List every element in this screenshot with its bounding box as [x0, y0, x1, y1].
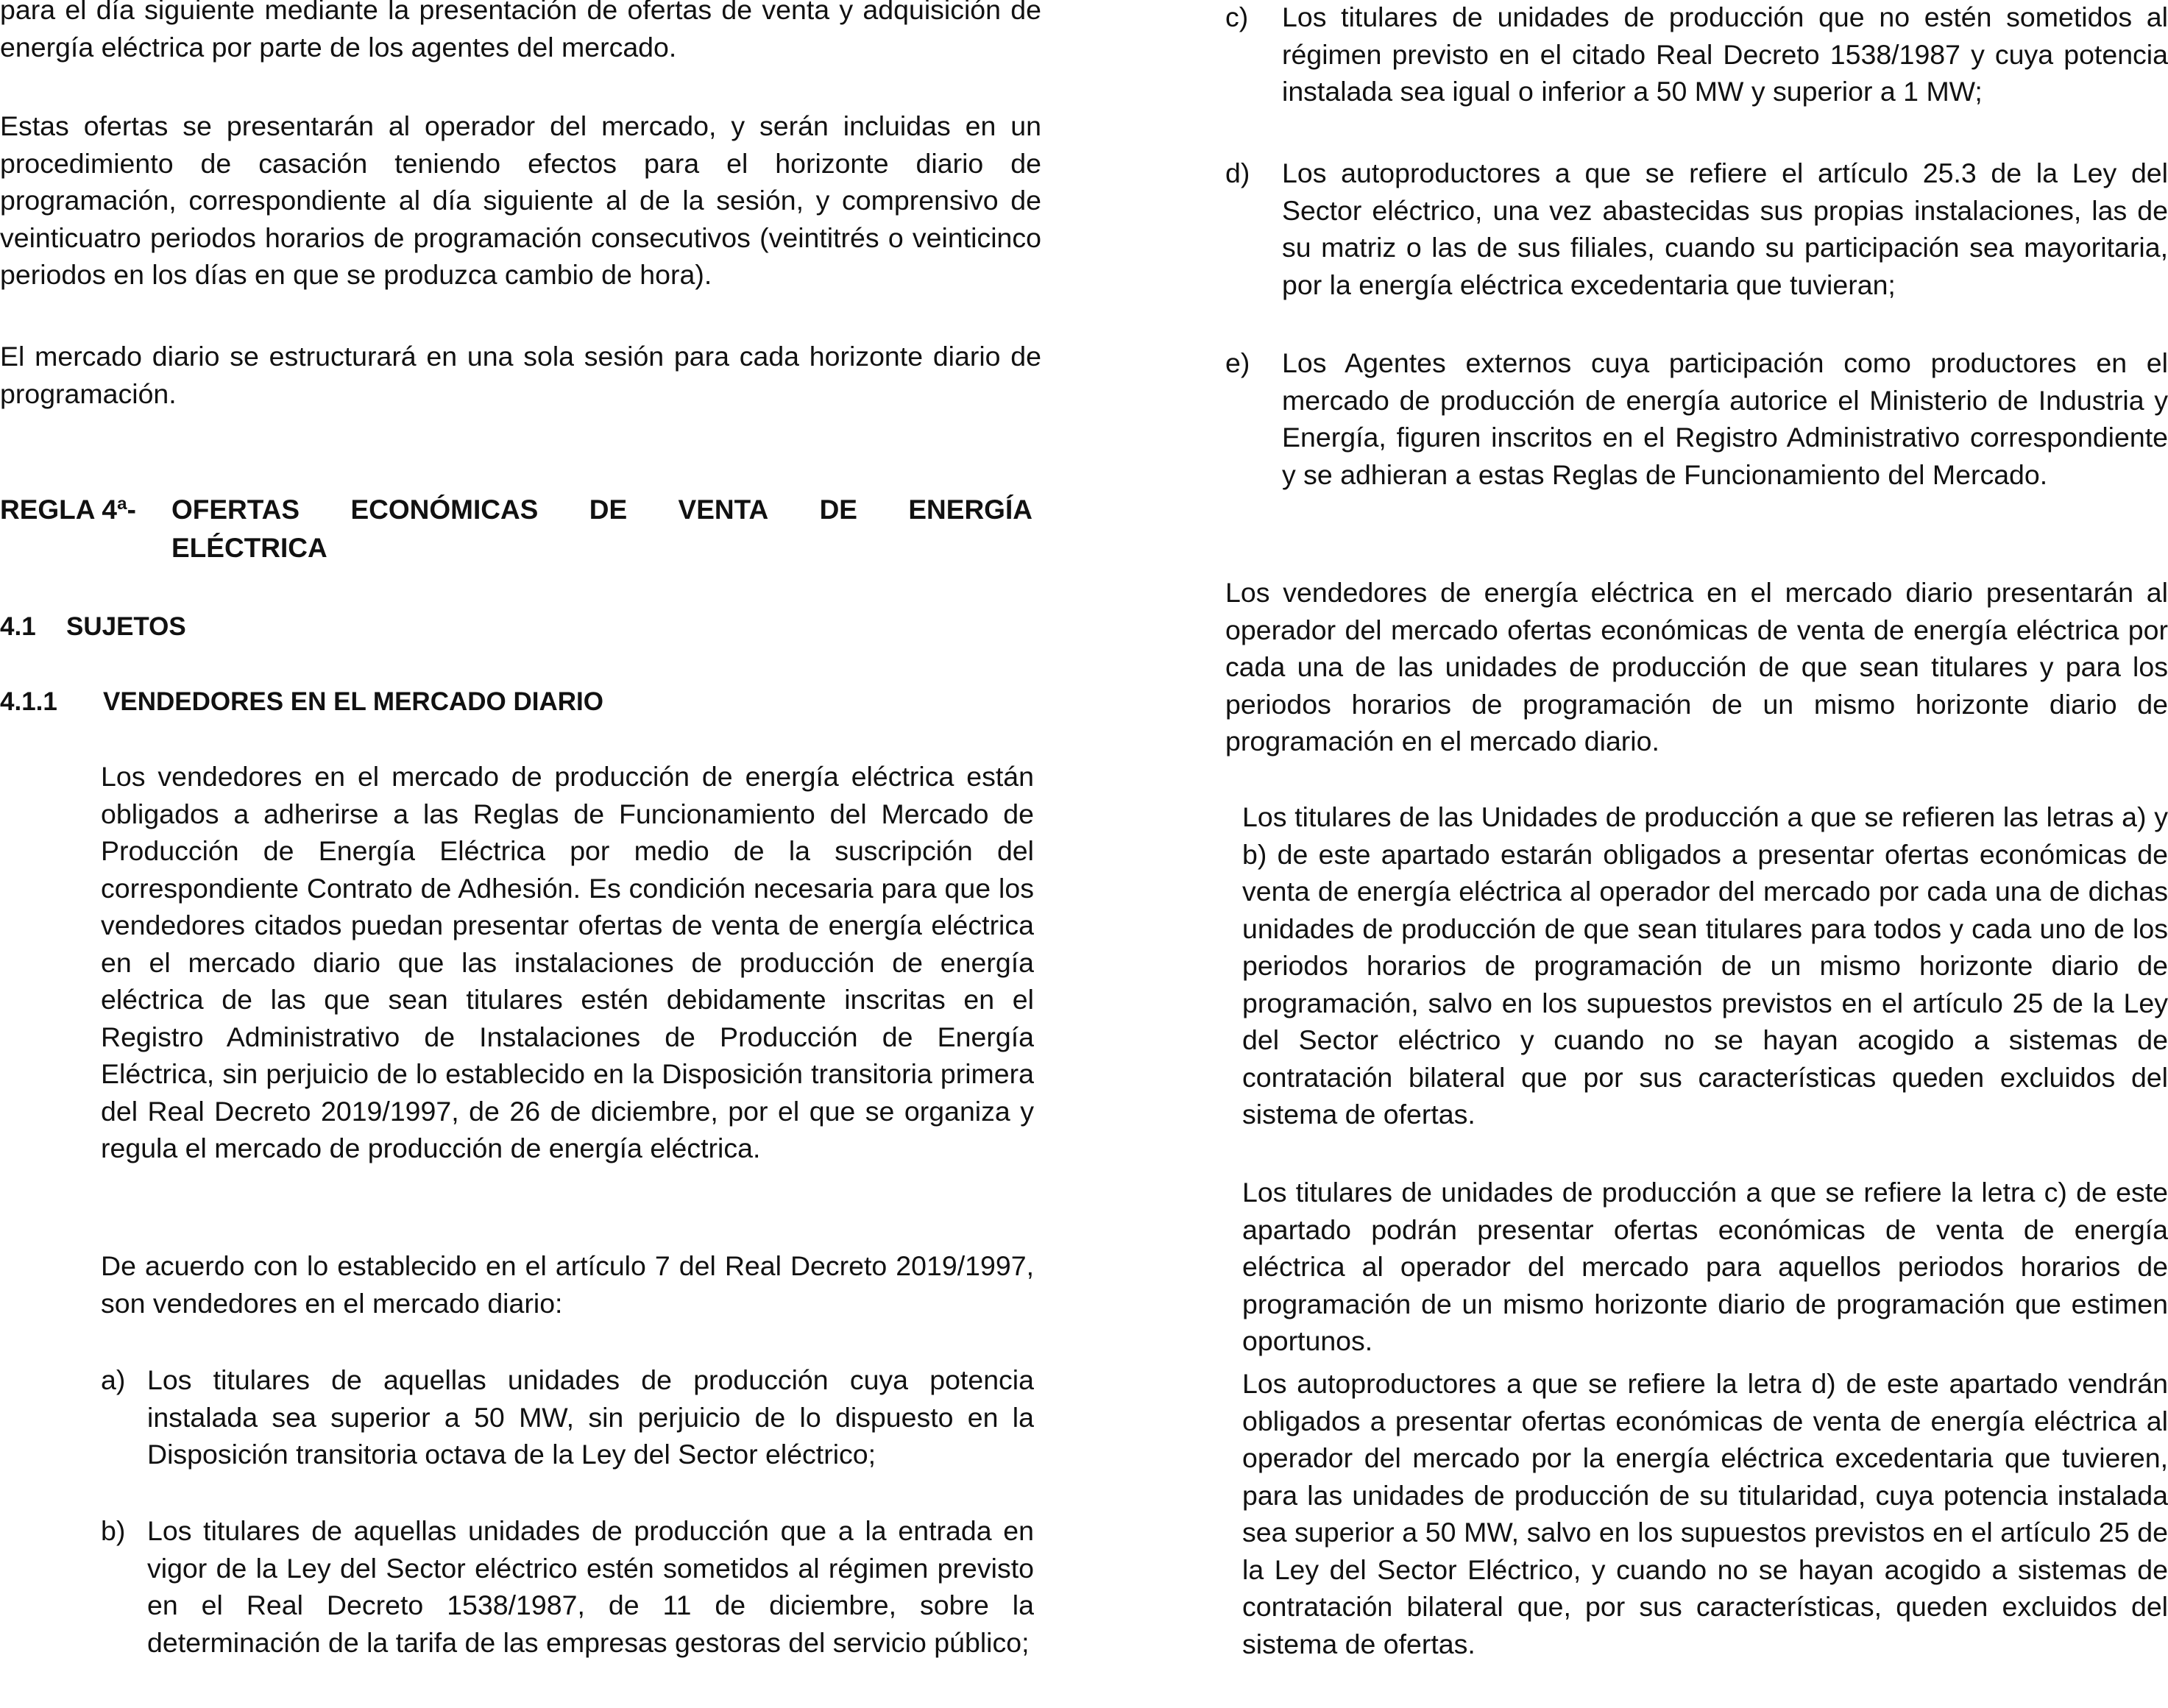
regla-number: REGLA 4ª- [0, 495, 136, 525]
regla-heading [0, 491, 1041, 572]
list-item-label: c) [1225, 1, 1249, 32]
subsection-number: 4.1.1 [0, 687, 57, 716]
list-item-label: d) [1225, 157, 1250, 188]
list-item-text: Los autoproductores a que se refiere el artículo 25.3 de la Ley del Sector eléctrico, una vez abastecidas sus propias instalaciones, las de su matriz o las de sus filiales, cuando su participación sea mayoritaria, por la energía eléctrica excedentaria que tuvieran; [1282, 157, 2168, 300]
paragraph-vendedores: Los vendedores en el mercado de producción de energía eléctrica están obligados a adherirse a las Reglas de Funcionamiento del Mercado de Producción de Energía Eléctrica por medio de la suscripción del correspondiente Contrato de Adhesión. Es condición necesaria para que los vendedores citados puedan presentar ofertas de venta de energía eléctrica en el mercado diario que las instalaciones de producción de energía eléctrica de las que sean titulares estén debidamente inscritas en el Registro Administrativo de Instalaciones de Producción de Energía Eléctrica, sin perjuicio de lo establecido en la Disposición transitoria primera del Real Decreto 2019/1997, de 26 de diciembre, por el que se organiza y regula el mercado de producción de energía eléctrica. [101, 761, 1034, 1163]
list-item-text: Los titulares de aquellas unidades de producción que a la entrada en vigor de la Ley del Sector eléctrico estén sometidos al régimen previsto en el Real Decreto 1538/1987, de 11 de diciembre, sobre la determinación de la tarifa de las empresas gestoras del servicio público; [147, 1515, 1034, 1658]
paragraph-vendedores-energia: Los vendedores de energía eléctrica en el mercado diario presentarán al operador del mercado ofertas económicas de venta de energía eléctrica por cada una de las unidades de producción de que sean titulares y para los periodos horarios de programación de un mismo horizonte diario de programación en el mercado diario. [1225, 577, 2168, 756]
regla-title-word: VENTA [678, 495, 769, 525]
list-item-text: Los titulares de aquellas unidades de producción cuya potencia instalada sea superior a 50 MW, sin perjuicio de lo dispuesto en la Disposición transitoria octava de la Ley del Sector eléctrico; [147, 1364, 1034, 1470]
list-item-e [1225, 344, 2168, 536]
paragraph-intro: para el día siguiente mediante la presentación de ofertas de venta y adquisición de energía eléctrica por parte de los agentes del mercado. [0, 0, 1041, 63]
list-item-label: a) [101, 1364, 126, 1395]
list-item-label: b) [101, 1515, 126, 1546]
subsection-title: VENDEDORES EN EL MERCADO DIARIO [103, 687, 603, 716]
paragraph-titulares-ab: Los titulares de las Unidades de producción a que se refieren las letras a) y b) de este apartado estarán obligados a presentar ofertas económicas de venta de energía eléctrica al operador del mercado por cada una de dichas unidades de producción de que sean titulares para todos y cada uno de los periodos horarios de programación de un mismo horizonte diario de programación, salvo en los supuestos previstos en el artículo 25 de la Ley del Sector eléctrico y cuando no se hayan acogido a sistemas de contratación bilateral que por sus características queden excluidos del sistema de ofertas. [1242, 801, 2168, 1130]
section-title: SUJETOS [66, 612, 186, 641]
regla-title-line1 [171, 491, 1032, 529]
section-number: 4.1 [0, 612, 36, 641]
list-item-text: Los Agentes externos cuya participación como productores en el mercado de producción de energía autorice el Ministerio de Industria y Energía, figuren inscritos en el Registro Administrativo correspondiente y se adhieran a estas Reglas de Funcionamiento del Mercado. [1282, 347, 2168, 490]
paragraph-ofertas: Estas ofertas se presentarán al operador del mercado, y serán incluidas en un procedimiento de casación teniendo efectos para el horizonte diario de programación, correspondiente al día siguiente al de la sesión, y comprensivo de veinticuatro periodos horarios de programación consecutivos (veintitrés o veinticinco periodos en los días en que se produzca cambio de hora). [0, 110, 1041, 290]
list-item-d [1225, 155, 2168, 309]
list-item-b [101, 1512, 1034, 1704]
list-item-text: Los titulares de unidades de producción que no estén sometidos al régimen previsto en el citado Real Decreto 1538/1987 y cuya potencia instalada sea igual o inferior a 50 MW y superior a 1 MW; [1282, 1, 2168, 107]
paragraph-titulares-c: Los titulares de unidades de producción a que se refiere la letra c) de este apartado podrán presentar ofertas económicas de venta de energía eléctrica al operador del mercado para aquellos periodos horarios de programación de un mismo horizonte diario de programación que estimen oportunos. [1242, 1177, 2168, 1356]
regla-title-word: ENERGÍA [908, 495, 1032, 525]
list-item-label: e) [1225, 347, 1250, 378]
regla-title-word: DE [589, 495, 628, 525]
paragraph-autoproductores: Los autoproductores a que se refiere la letra d) de este apartado vendrán obligados a presentar ofertas económicas de venta de energía eléctrica al operador del mercado por la energía eléctrica excedentaria que tuvieren, para las unidades de producción de su titularidad, cuya potencia instalada sea superior a 50 MW, salvo en los supuestos previstos en el artículo 25 de la Ley del Sector Eléctrico, y cuando no se hayan acogido a sistemas de contratación bilateral que, por sus características, queden excluidos del sistema de ofertas. [1242, 1368, 2168, 1659]
paragraph-acuerdo: De acuerdo con lo establecido en el artículo 7 del Real Decreto 2019/1997, son vendedores en el mercado diario: [101, 1250, 1034, 1319]
paragraph-mercado-diario: El mercado diario se estructurará en una sola sesión para cada horizonte diario de programación. [0, 341, 1041, 409]
list-item-a [101, 1361, 1034, 1479]
regla-title-line2: ELÉCTRICA [171, 533, 327, 563]
list-item-c [1225, 0, 2168, 116]
regla-title-word: DE [819, 495, 857, 525]
regla-title-word: OFERTAS [171, 495, 300, 525]
regla-title-word: ECONÓMICAS [350, 495, 539, 525]
regla-title [171, 491, 1032, 567]
